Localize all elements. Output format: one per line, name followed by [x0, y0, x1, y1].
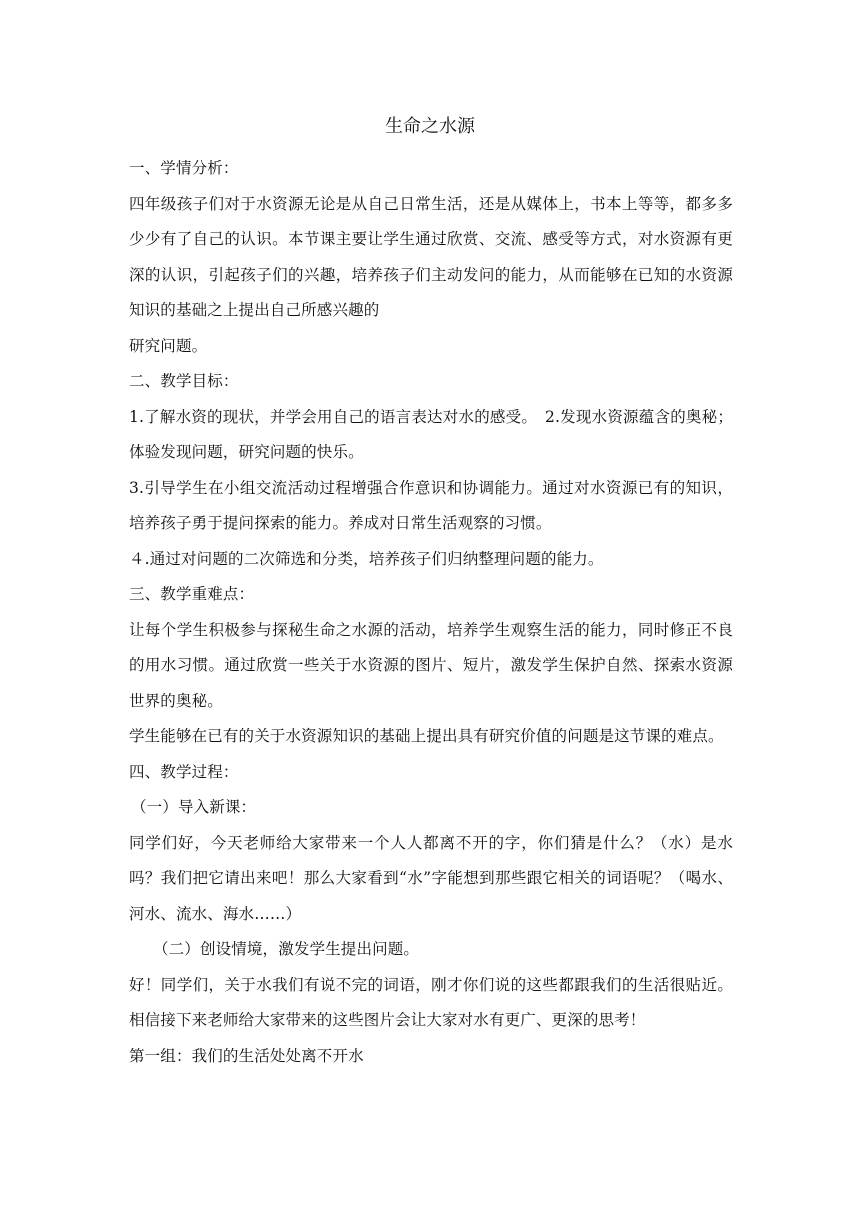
- paragraph-group-one: 第一组：我们的生活处处离不开水: [129, 1046, 364, 1065]
- subheading-introduction: （一）导入新课：: [131, 798, 257, 816]
- paragraph-learner-analysis: 四年级孩子们对于水资源无论是从自己日常生活，还是从媒体上，书本上等等，都多多少少有了自己的认识。本节课主要让学生通过欣赏、交流、感受等方式，对水资源有更深的认识，引起孩子们的兴趣，培养孩子们主动发问的能力，从而能够在已知的水资源知识的基础之上提出自己所感兴趣的: [129, 194, 733, 319]
- heading-learner-analysis: 一、学情分析：: [129, 159, 239, 177]
- paragraph-scenario: 好！同学们，关于水我们有说不完的词语，刚才你们说的这些都跟我们的生活很贴近。相信接下来老师给大家带来的这些图片会让大家对水有更广、更深的思考！: [129, 975, 733, 1029]
- paragraph-difficulty: 学生能够在已有的关于水资源知识的基础上提出具有研究价值的问题是这节课的难点。: [129, 727, 724, 745]
- heading-teaching-goals: 二、教学目标：: [129, 372, 239, 390]
- subheading-scenario: （二）创设情境，激发学生提出问题。: [153, 940, 420, 958]
- paragraph-goal-1-2: 1.了解水资的现状，并学会用自己的语言表达对水的感受。 2.发现水资源蕴含的奥秘；体验发现问题，研究问题的快乐。: [129, 407, 733, 461]
- paragraph-continuation: 研究问题。: [129, 336, 208, 355]
- heading-key-points: 三、教学重难点：: [129, 585, 255, 603]
- paragraph-introduction: 同学们好，今天老师给大家带来一个人人都离不开的字，你们猜是什么？（水）是水吗？我们把它请出来吧！那么大家看到“水”字能想到那些跟它相关的词语呢？（喝水、河水、流水、海水……）: [129, 833, 733, 923]
- document-body: [129, 151, 733, 1074]
- paragraph-key-points: 让每个学生积极参与探秘生命之水源的活动，培养学生观察生活的能力，同时修正不良的用水习惯。通过欣赏一些关于水资源的图片、短片，激发学生保护自然、探索水资源世界的奥秘。: [129, 620, 733, 710]
- document-title: 生命之水源: [385, 116, 475, 137]
- paragraph-goal-3: 3.引导学生在小组交流活动过程增强合作意识和协调能力。通过对水资源已有的知识，培养孩子勇于提问探索的能力。养成对日常生活观察的习惯。: [129, 478, 733, 532]
- paragraph-goal-4: ４.通过对问题的二次筛选和分类，培养孩子们归纳整理问题的能力。: [129, 549, 604, 568]
- heading-teaching-process: 四、教学过程：: [129, 762, 239, 781]
